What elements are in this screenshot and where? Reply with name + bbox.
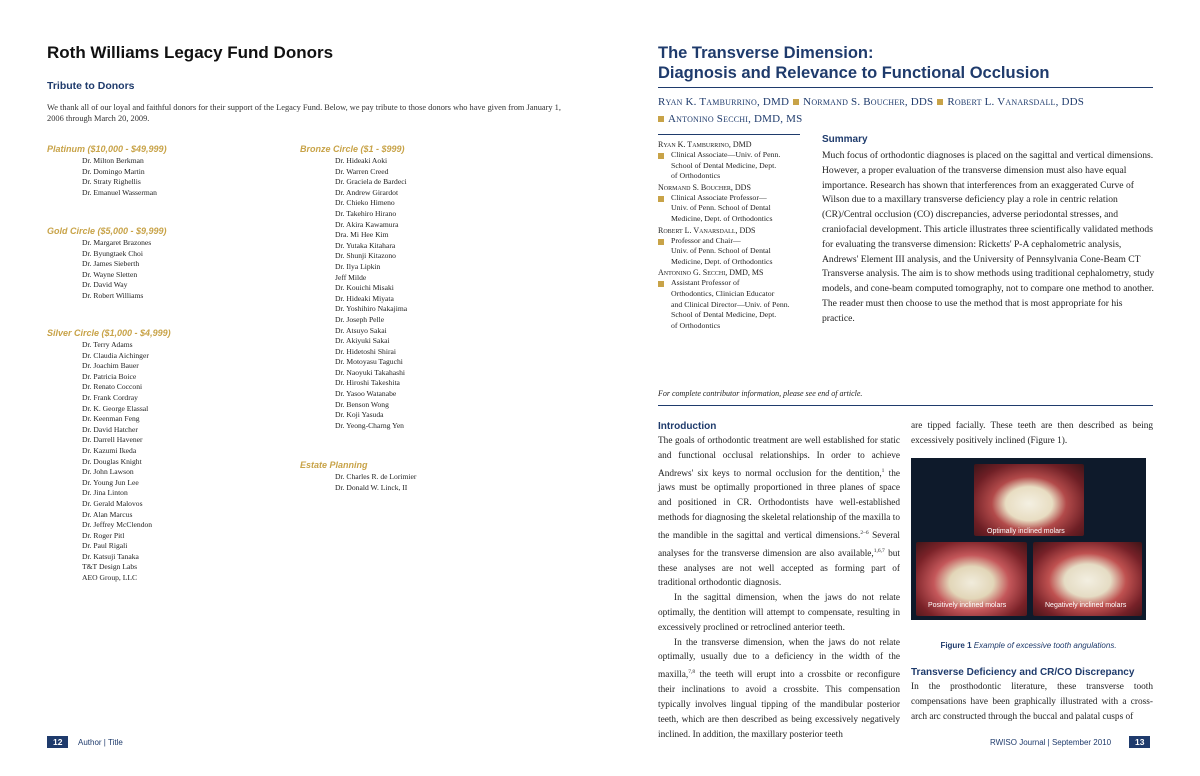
square-bullet-icon — [937, 99, 943, 105]
donor-name: Dr. Jina Linton — [82, 488, 128, 498]
donor-name: Dr. Margaret Brazones — [82, 238, 152, 247]
donor-name: Dr. Gerald Malovos — [82, 498, 143, 508]
donor-name: Dr. K. George Elassal — [82, 403, 149, 413]
contributor — [658, 182, 823, 225]
donor-name: Dr. Kouichi Misaki — [335, 283, 394, 293]
gold-heading: Gold Circle ($5,000 - $9,999) — [47, 226, 167, 236]
contributor-affiliation: and Clinical Director—Univ. of Penn. — [671, 299, 790, 309]
donor-name: Dr. Kazumi Ikeda — [82, 445, 137, 455]
donor-name: Dr. Yasoo Watanabe — [335, 389, 397, 399]
contributor-name: Ryan K. Tamburrino, DMD — [658, 140, 752, 149]
right-page-number: 13 — [1129, 736, 1150, 748]
contributor-affiliation: Assistant Professor of — [658, 278, 823, 289]
donor-name: Dr. John Lawson — [82, 467, 134, 477]
donor-name: Dr. Akira Kawamura — [335, 219, 399, 229]
donor-name: Dr. Joseph Pelle — [335, 314, 385, 324]
donor-name: Dr. James Sieberth — [82, 259, 140, 269]
negative-molars-label: Negatively inclined molars — [1045, 602, 1127, 609]
donor-name: Dr. Motoyasu Taguchi — [335, 357, 403, 367]
platinum-section — [47, 144, 167, 198]
donor-name: Dr. Yeong-Charng Yen — [335, 420, 404, 430]
donor-name: Dr. Alan Marcus — [82, 509, 133, 519]
contributor-note: For complete contributor information, please see end of article. — [658, 389, 863, 398]
square-bullet-icon — [658, 281, 664, 287]
donor-name: Dr. Keenman Feng — [82, 414, 140, 424]
donor-intro-text: We thank all of our loyal and faithful donors for their support of the Legacy Fund. Below, we pay tribute to those donors who have given from January 1, 2006 through March 20, 2009. — [47, 103, 561, 123]
contributor — [658, 225, 823, 268]
square-bullet-icon — [658, 116, 664, 122]
contributor-affiliation: Clinical Associate—Univ. of Penn. — [658, 150, 823, 161]
donor-name: AEO Group, LLC — [82, 573, 138, 583]
donor-name: Dr. Warren Creed — [335, 166, 389, 176]
left-footer: Author | Title — [78, 738, 123, 747]
donor-name: Dr. Hideaki Aoki — [335, 156, 388, 165]
platinum-heading: Platinum ($10,000 - $49,999) — [47, 144, 167, 154]
author-name: Ryan K. Tamburrino, DMD — [658, 96, 790, 108]
donor-name: Dr. Takehiro Hirano — [335, 208, 397, 218]
silver-section — [47, 328, 171, 584]
right-footer: RWISO Journal | September 2010 — [990, 738, 1112, 747]
contributor-name: Antonino G. Secchi, DMD, MS — [658, 268, 764, 278]
donor-name: Dr. Charles R. de Lorimier — [335, 472, 417, 481]
section-2-heading: Transverse Deficiency and CR/CO Discrepancy — [911, 667, 1135, 678]
donor-name: Dr. Benson Wong — [335, 399, 389, 409]
donor-name: Dr. Darrell Havener — [82, 435, 143, 445]
estate-heading: Estate Planning — [300, 460, 368, 470]
contributor-rule — [658, 134, 800, 135]
donor-name: Dr. Hidetoshi Shirai — [335, 346, 396, 356]
donor-name: Dr. Shunji Kitazono — [335, 251, 396, 261]
section-rule — [658, 405, 1153, 406]
donor-name: Dr. Claudia Aichinger — [82, 350, 149, 360]
optimal-molars-photo — [974, 464, 1084, 536]
bronze-donor-list — [300, 156, 407, 431]
donor-name: Dr. Akiyuki Sakai — [335, 336, 390, 346]
square-bullet-icon — [793, 99, 799, 105]
square-bullet-icon — [658, 196, 664, 202]
donor-name: Dr. Douglas Knight — [82, 456, 142, 466]
left-page-subtitle: Tribute to Donors — [47, 80, 135, 92]
donor-name: Dr. Andrew Girardot — [335, 187, 399, 197]
donor-name: Dr. Hideaki Miyata — [335, 293, 394, 303]
left-page-title: Roth Williams Legacy Fund Donors — [47, 43, 334, 62]
donor-name: Jeff Milde — [335, 272, 367, 282]
summary-heading: Summary — [822, 134, 868, 145]
donor-name: Dr. Byungtaek Choi — [82, 248, 143, 258]
donor-name: Dr. Milton Berkman — [82, 156, 144, 165]
contributor-affiliation: Medicine, Dept. of Orthodontics — [671, 213, 773, 223]
author-byline — [658, 94, 1158, 128]
body-column-1 — [658, 421, 900, 742]
donor-name: Dr. Roger Pitl — [82, 530, 125, 540]
contributor-name: Normand S. Boucher, DDS — [658, 182, 751, 192]
donor-name: Dr. Patricia Boice — [82, 371, 137, 381]
bronze-heading: Bronze Circle ($1 - $999) — [300, 144, 405, 154]
section-2-text: In the prosthodontic literature, these transverse tooth compensations have been graphically illustrated with a cross-arch arc constructed through the buccal and palatal cusps of — [911, 682, 1153, 722]
title-rule — [658, 87, 1153, 88]
gold-donor-list — [47, 238, 167, 302]
paragraph: The goals of orthodontic treatment are well established for static and functional occlusal relationships. In order to achieve Andrews' six keys to normal occlusion for the dentition,$^1$ the jaws must be optimally proportioned in three planes of space and positioned in CR. Orthodontists have well-established methods for diagnosing the skeletal relationship of the maxilla to the mandible in the sagittal and vertical dimensions.$^{2-6}$ Several analyses for the transverse dimension are also available,$^{1,6,7}$ but these analyses are not well accepted as forming part of traditional orthodontic diagnosis. — [658, 436, 901, 589]
donor-name: Dr. Graciela de Bardeci — [335, 177, 407, 187]
figure-1-image — [911, 458, 1146, 620]
author-name: Normand S. Boucher, DDS — [803, 96, 934, 108]
donor-name: Dr. David Way — [82, 280, 128, 290]
contributor-affiliation: Univ. of Penn. School of Dental — [671, 246, 771, 256]
body-column-2-bottom — [911, 667, 1153, 724]
donor-name: Dr. Atsuyo Sakai — [335, 325, 387, 335]
paragraph: In the sagittal dimension, when the jaws do not relate optimally, the dentition will attempt to compensate, resulting in excessively proclined or retroclined anterior teeth. — [658, 593, 900, 633]
square-bullet-icon — [658, 239, 664, 245]
donor-name: Dr. Renato Cocconi — [82, 382, 143, 392]
silver-heading: Silver Circle ($1,000 - $4,999) — [47, 328, 171, 338]
contributor-affiliation: of Orthodontics — [671, 171, 721, 181]
donor-name: Dr. Yoshihiro Nakajima — [335, 304, 408, 314]
donor-name: Dr. Wayne Sletten — [82, 269, 138, 279]
contributor-name: Robert L. Vanarsdall, DDS — [658, 225, 756, 235]
gold-section — [47, 226, 167, 302]
positive-molars-label: Positively inclined molars — [928, 602, 1007, 609]
donor-name: Dr. Koji Yasuda — [335, 410, 384, 420]
donor-name: Dr. Chieko Himeno — [335, 198, 395, 208]
article-title-line2: Diagnosis and Relevance to Functional Occlusion — [658, 64, 1050, 82]
contributor-block — [658, 139, 823, 331]
donor-name: Dr. Terry Adams — [82, 340, 133, 349]
donor-name: Dr. David Hatcher — [82, 424, 138, 434]
author-name: Antonino Secchi, DMD, MS — [668, 113, 803, 125]
estate-section — [300, 460, 416, 493]
donor-name: Dr. Domingo Martin — [82, 166, 145, 176]
donor-name: Dr. Robert Williams — [82, 290, 144, 300]
summary-text: Much focus of orthodontic diagnoses is placed on the sagittal and vertical dimensions. However, a proper evaluation of the transverse dimension must also have equal importance. Research has shown that interferences from an exaggerated Curve of Wilson due to a maxillary transverse deficiency play a role in centric relation (CR)/Central occlusion (CO) discrepancies, adverse periodontal stresses, and craniofacial development. This article illustrates three scientifically validated methods for evaluating the transverse dimension: Ricketts' P-A cephalometric analysis, Andrews' Element III analysis, and the University of Pennsylvania Cone-Beam CT Transverse analysis. The aim is to show methods using traditional cephalometry, study models, and cone-beam computed tomography, not to compare one method to another. The reader must then choose to use the method that is most appropriate for his practice. — [822, 150, 1155, 324]
figure-caption: Figure 1 Example of excessive tooth angulations. — [940, 641, 1117, 650]
optimal-molars-label: Optimally inclined molars — [987, 528, 1065, 535]
donor-name: Dr. Naoyuki Takahashi — [335, 367, 405, 377]
donor-name: Dr. Straty Righellis — [82, 177, 141, 187]
platinum-donor-list — [47, 156, 167, 198]
donor-name: Dr. Joachim Bauer — [82, 361, 139, 371]
contributor — [658, 139, 823, 182]
donor-name: Dr. Hiroshi Takeshita — [335, 378, 400, 388]
paragraph: In the transverse dimension, when the jaws do not relate optimally, usually due to a deficiency in the width of the maxilla,$^{7,8}$ the teeth will erupt into a crossbite or reconfigure their inclinations to avoid a crossbite. This compensation typically involves lingual tipping of the mandibular posterior teeth, which are then described as being excessively negatively inclined. In addition, the maxillary posterior teeth — [658, 637, 900, 740]
donor-name: Dr. Frank Cordray — [82, 392, 138, 402]
body-column-2-top: are tipped facially. These teeth are then described as being excessively positively inclined (Figure 1). — [911, 421, 1153, 446]
donor-name: Dra. Mi Hee Kim — [335, 230, 389, 240]
donor-name: T&T Design Labs — [82, 562, 138, 572]
contributor-affiliation: Univ. of Penn. School of Dental — [671, 203, 771, 213]
contributor — [658, 267, 823, 331]
estate-donor-list — [300, 472, 416, 493]
square-bullet-icon — [658, 153, 664, 159]
contributor-affiliation: School of Dental Medicine, Dept. — [671, 160, 777, 170]
author-name: Robert L. Vanarsdall, DDS — [947, 96, 1085, 108]
contributor-affiliation: of Orthodontics — [671, 320, 721, 330]
contributor-affiliation: School of Dental Medicine, Dept. — [671, 310, 777, 320]
silver-donor-list — [47, 340, 171, 584]
donor-name: Dr. Emanuel Wasserman — [82, 187, 157, 197]
contributor-affiliation: Orthodontics, Clinician Educator — [671, 288, 775, 298]
introduction-text — [658, 434, 900, 742]
bronze-section — [300, 144, 407, 431]
donor-name: Dr. Donald W. Linck, II — [335, 482, 408, 492]
contributor-affiliation: Professor and Chair— — [658, 236, 823, 247]
donor-name: Dr. Yutaka Kitahara — [335, 240, 396, 250]
donor-name: Dr. Jeffrey McClendon — [82, 520, 153, 530]
left-page-number: 12 — [47, 736, 68, 748]
contributor-affiliation: Medicine, Dept. of Orthodontics — [671, 256, 773, 266]
article-title-line1: The Transverse Dimension: — [658, 44, 874, 62]
contributor-affiliation: Clinical Associate Professor— — [658, 193, 823, 204]
donor-name: Dr. Ilya Lipkin — [335, 261, 381, 271]
donor-name: Dr. Paul Rigali — [82, 541, 128, 551]
introduction-heading: Introduction — [658, 421, 717, 432]
article-title — [658, 43, 1158, 83]
donor-name: Dr. Katsuji Tanaka — [82, 551, 139, 561]
donor-name: Dr. Young Jun Lee — [82, 477, 139, 487]
